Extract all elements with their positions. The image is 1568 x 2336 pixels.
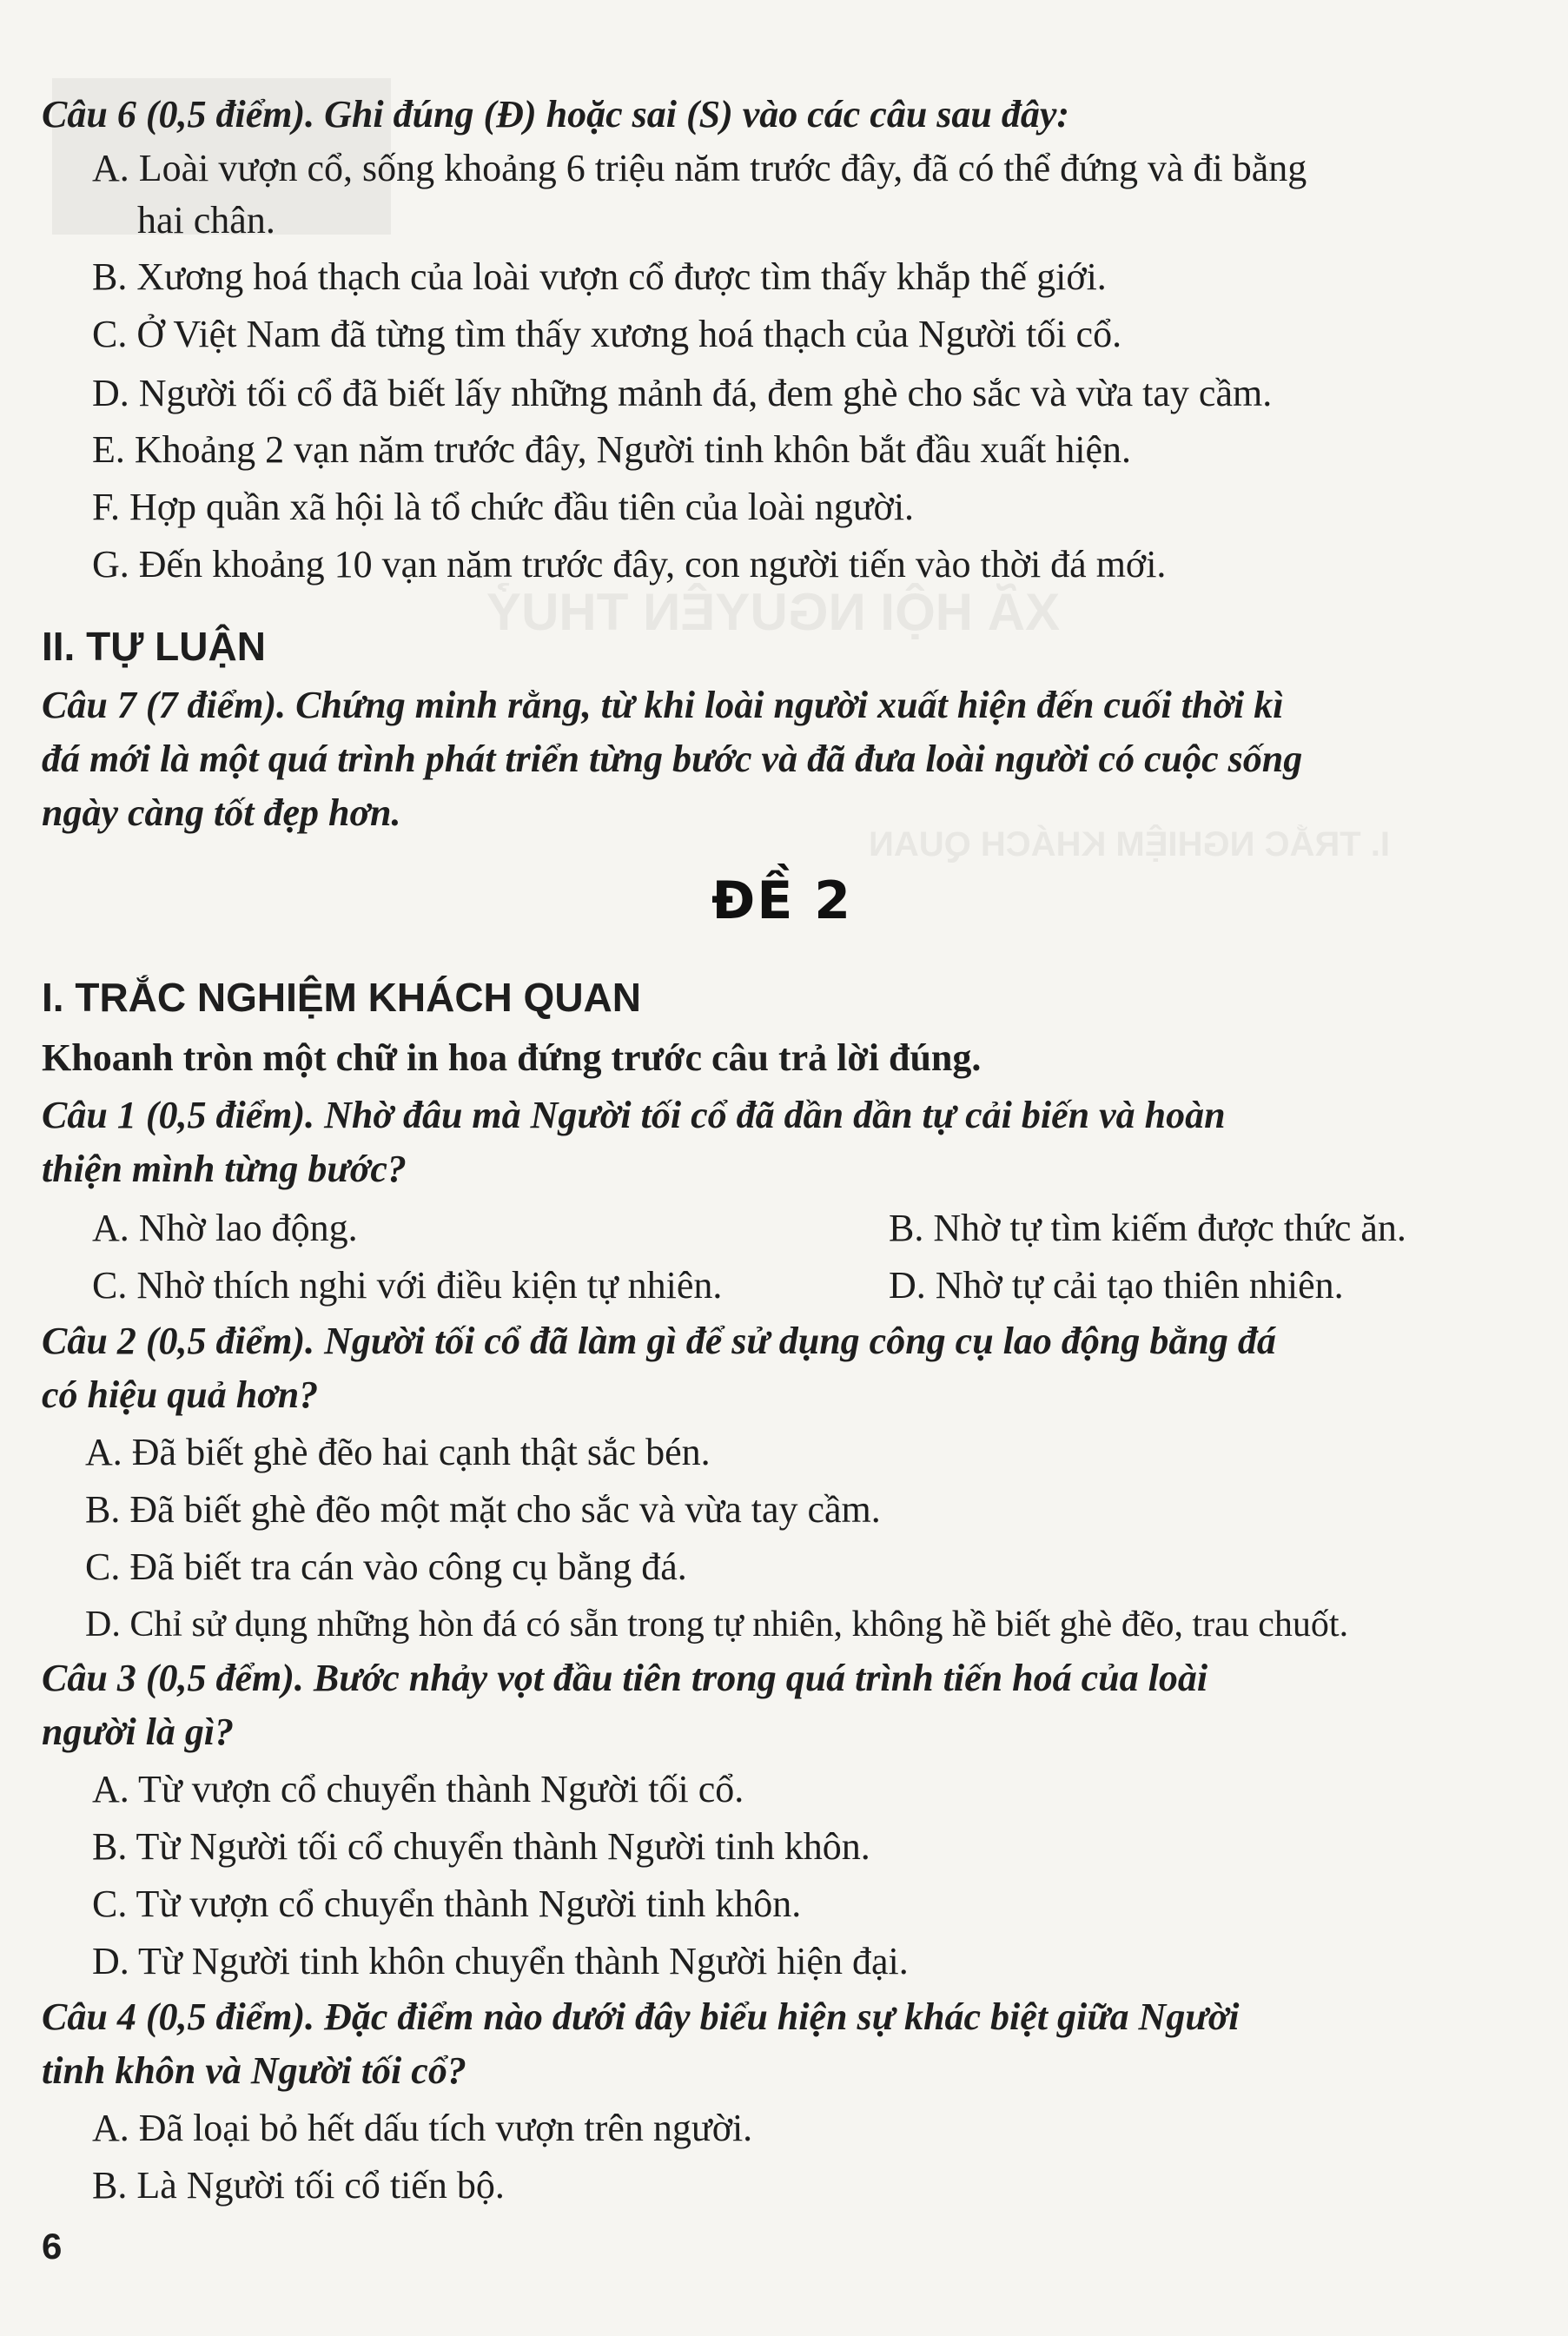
instruction-text: Khoanh tròn một chữ in hoa đứng trước câu trả lời đúng. xyxy=(42,1036,982,1079)
q6-option-a-cont: hai chân. xyxy=(137,199,275,242)
q2-option-b: B. Đã biết ghè đẽo một mặt cho sắc và vừa tay cầm. xyxy=(85,1488,881,1531)
q6-option-d: D. Người tối cổ đã biết lấy những mảnh đá, đem ghè cho sắc và vừa tay cầm. xyxy=(92,372,1273,414)
question-1-line-1: Câu 1 (0,5 điểm). Nhờ đâu mà Người tối cổ đã dần dần tự cải biến và hoàn xyxy=(42,1094,1226,1136)
question-7-line-3: ngày càng tốt đẹp hơn. xyxy=(42,791,401,834)
exam-title-de-2: ĐỀ 2 xyxy=(711,870,852,931)
q1-option-a: A. Nhờ lao động. xyxy=(92,1207,358,1249)
question-7-line-2: đá mới là một quá trình phát triển từng bước và đã đưa loài người có cuộc sống xyxy=(42,738,1303,780)
q6-option-f: F. Hợp quần xã hội là tổ chức đầu tiên của loài người. xyxy=(92,486,915,528)
section-heading-tu-luan: II. TỰ LUẬN xyxy=(42,624,266,669)
q2-option-d: D. Chỉ sử dụng những hòn đá có sẵn trong tự nhiên, không hề biết ghè đẽo, trau chuốt. xyxy=(85,1605,1349,1644)
question-7-line-1: Câu 7 (7 điểm). Chứng minh rằng, từ khi loài người xuất hiện đến cuối thời kì xyxy=(42,684,1284,726)
q6-option-b: B. Xương hoá thạch của loài vượn cổ được tìm thấy khắp thế giới. xyxy=(92,255,1107,298)
q6-option-c: C. Ở Việt Nam đã từng tìm thấy xương hoá thạch của Người tối cổ. xyxy=(92,313,1122,355)
question-6-title: Câu 6 (0,5 điểm). Ghi đúng (Đ) hoặc sai (S) vào các câu sau đây: xyxy=(42,93,1070,136)
q6-option-g: G. Đến khoảng 10 vạn năm trước đây, con người tiến vào thời đá mới. xyxy=(92,543,1167,586)
q4-option-b: B. Là Người tối cổ tiến bộ. xyxy=(92,2164,505,2207)
q3-option-b: B. Từ Người tối cổ chuyển thành Người tinh khôn. xyxy=(92,1825,870,1868)
question-2-line-2: có hiệu quả hơn? xyxy=(42,1373,319,1416)
question-4-line-1: Câu 4 (0,5 điểm). Đặc điểm nào dưới đây biểu hiện sự khác biệt giữa Người xyxy=(42,1995,1240,2038)
section-heading-trac-nghiem: I. TRẮC NGHIỆM KHÁCH QUAN xyxy=(42,975,641,1020)
q2-option-a: A. Đã biết ghè đẽo hai cạnh thật sắc bén. xyxy=(85,1431,711,1473)
q1-option-b: B. Nhờ tự tìm kiếm được thức ăn. xyxy=(889,1207,1406,1249)
q1-option-c: C. Nhờ thích nghi với điều kiện tự nhiên. xyxy=(92,1264,723,1307)
q6-option-e: E. Khoảng 2 vạn năm trước đây, Người tinh khôn bắt đầu xuất hiện. xyxy=(92,428,1132,471)
question-4-line-2: tinh khôn và Người tối cổ? xyxy=(42,2049,466,2092)
q6-option-a: A. Loài vượn cổ, sống khoảng 6 triệu năm trước đây, đã có thể đứng và đi bằng xyxy=(92,147,1307,189)
question-3-line-1: Câu 3 (0,5 đểm). Bước nhảy vọt đầu tiên trong quá trình tiến hoá của loài xyxy=(42,1657,1208,1699)
page-number: 6 xyxy=(42,2226,63,2267)
q3-option-c: C. Từ vượn cổ chuyển thành Người tinh khôn. xyxy=(92,1883,802,1925)
question-2-line-1: Câu 2 (0,5 điểm). Người tối cổ đã làm gì để sử dụng công cụ lao động bằng đá xyxy=(42,1320,1276,1362)
q3-option-d: D. Từ Người tinh khôn chuyển thành Người hiện đại. xyxy=(92,1940,909,1982)
q1-option-d: D. Nhờ tự cải tạo thiên nhiên. xyxy=(889,1264,1344,1307)
show-through-text: I. TRẮC NGHIỆM KHÁCH QUAN xyxy=(869,825,1390,864)
q3-option-a: A. Từ vượn cổ chuyển thành Người tối cổ. xyxy=(92,1768,744,1810)
q2-option-c: C. Đã biết tra cán vào công cụ bằng đá. xyxy=(85,1545,687,1588)
show-through-text: XÃ HỘI NGUYÊN THUỶ xyxy=(486,583,1061,641)
question-1-line-2: thiện mình từng bước? xyxy=(42,1148,407,1190)
q4-option-a: A. Đã loại bỏ hết dấu tích vượn trên người. xyxy=(92,2107,753,2149)
question-3-line-2: người là gì? xyxy=(42,1711,235,1753)
